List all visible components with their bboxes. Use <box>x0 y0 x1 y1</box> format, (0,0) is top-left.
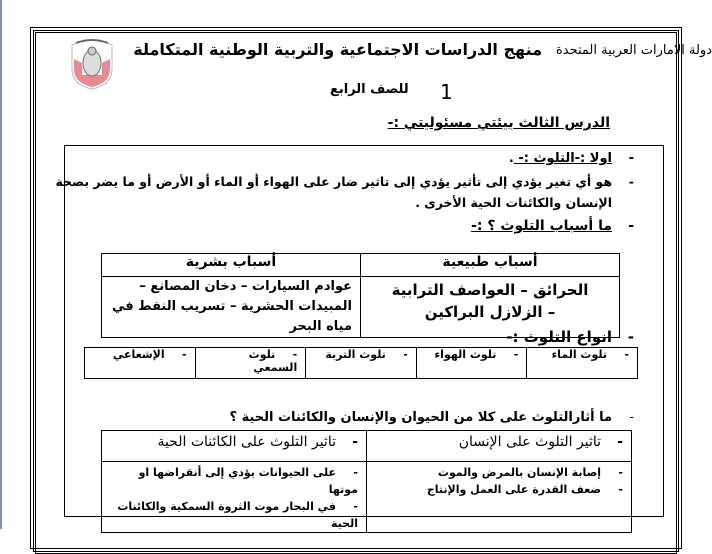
effects-question <box>230 410 635 425</box>
human-effect-item: إصابة الإنسان بالمرض والموت <box>437 466 601 479</box>
bullet: - <box>628 151 634 166</box>
curriculum-title: منهج الدراسات الاجتماعية والتربية الوطنية المتكاملة <box>133 40 542 59</box>
bullet: - <box>617 434 623 450</box>
bullet: - <box>513 348 519 361</box>
causes-table <box>101 253 620 338</box>
human-causes: عوادم السيارات – دخان المصانع – المبيدات الحشرية – تسريب النفط في مياه البحر <box>102 277 361 338</box>
bullet: - <box>628 174 634 189</box>
causes-question <box>471 218 634 234</box>
definition-text: هو أي تغير يؤدي إلى تأثير يؤدي إلى تاثير ضار على الهواء أو الماء أو الأرض أو ما يضر بصحة <box>55 174 612 189</box>
human-causes-header: أسباب بشرية <box>102 254 361 277</box>
bullet: - <box>627 328 634 346</box>
page-number: 1 <box>440 80 453 104</box>
bullet: - <box>629 410 634 425</box>
type-cell <box>85 348 196 379</box>
type-air: تلوث الهواء <box>434 348 497 361</box>
uae-emblem-icon <box>66 35 118 93</box>
human-effects-header-text: تاثير التلوث على الإنسان <box>458 434 601 450</box>
bullet: - <box>182 348 187 361</box>
country-name: دولة الامارات العربية المتحدة <box>555 43 712 58</box>
type-soil: تلوث التربة <box>325 348 386 361</box>
bullet: - <box>624 348 629 361</box>
effects-table <box>101 430 632 533</box>
type-cell <box>306 348 417 379</box>
human-effects-header <box>367 431 632 462</box>
heading-suffix: . <box>508 151 514 166</box>
effects-question-text: ما أثارالتلوث على كلا من الحيوان والإنسان والكائنات الحية ؟ <box>229 410 612 425</box>
types-heading-text: انواع التلوث :- <box>506 328 612 346</box>
living-effect-item: على الحيوانات يؤدي إلى أنقراضها او موتها <box>138 466 358 496</box>
living-effects <box>102 462 367 533</box>
definition-line-1 <box>55 174 634 189</box>
bullet: - <box>618 483 623 496</box>
bullet: - <box>353 500 358 513</box>
human-effects <box>367 462 632 533</box>
grade-label: للصف الرابع <box>330 82 409 97</box>
living-effects-header-text: تاثير التلوث على الكائنات الحية <box>157 434 336 450</box>
bullet: - <box>352 434 358 450</box>
living-effects-header <box>102 431 367 462</box>
definition-line-2: الإنسان والكائنات الحية الأخرى . <box>415 195 612 210</box>
natural-causes: الحرائق – العواصف الترابية – الزلازل البراكين <box>361 277 620 338</box>
bullet: - <box>628 218 634 234</box>
type-cell <box>527 348 638 379</box>
bullet: - <box>403 348 408 361</box>
lesson-title: الدرس الثالث بيئتي مسئوليتي :- <box>387 115 610 131</box>
types-heading <box>506 328 634 346</box>
type-water: تلوث الماء <box>551 348 607 361</box>
bullet: - <box>618 466 623 479</box>
types-table <box>84 347 638 379</box>
section-heading <box>509 151 634 166</box>
type-cell <box>195 348 306 379</box>
window-edge <box>0 0 2 529</box>
bullet: - <box>292 348 298 361</box>
living-effect-item: في البحار موت الثروة السمكية والكائنات الحية <box>117 500 358 530</box>
pollution-heading: اولا :-التلوث :- <box>513 151 612 166</box>
human-effect-item: ضعف القدرة على العمل والإنتاج <box>426 483 601 496</box>
natural-causes-header: أسباب طبيعية <box>361 254 620 277</box>
causes-question-text: ما أسباب التلوث ؟ :- <box>471 218 612 234</box>
bullet: - <box>353 466 358 479</box>
type-radiation: الإشعاعي <box>112 348 165 361</box>
type-cell <box>416 348 527 379</box>
type-noise: تلوث السمعي <box>248 348 298 374</box>
